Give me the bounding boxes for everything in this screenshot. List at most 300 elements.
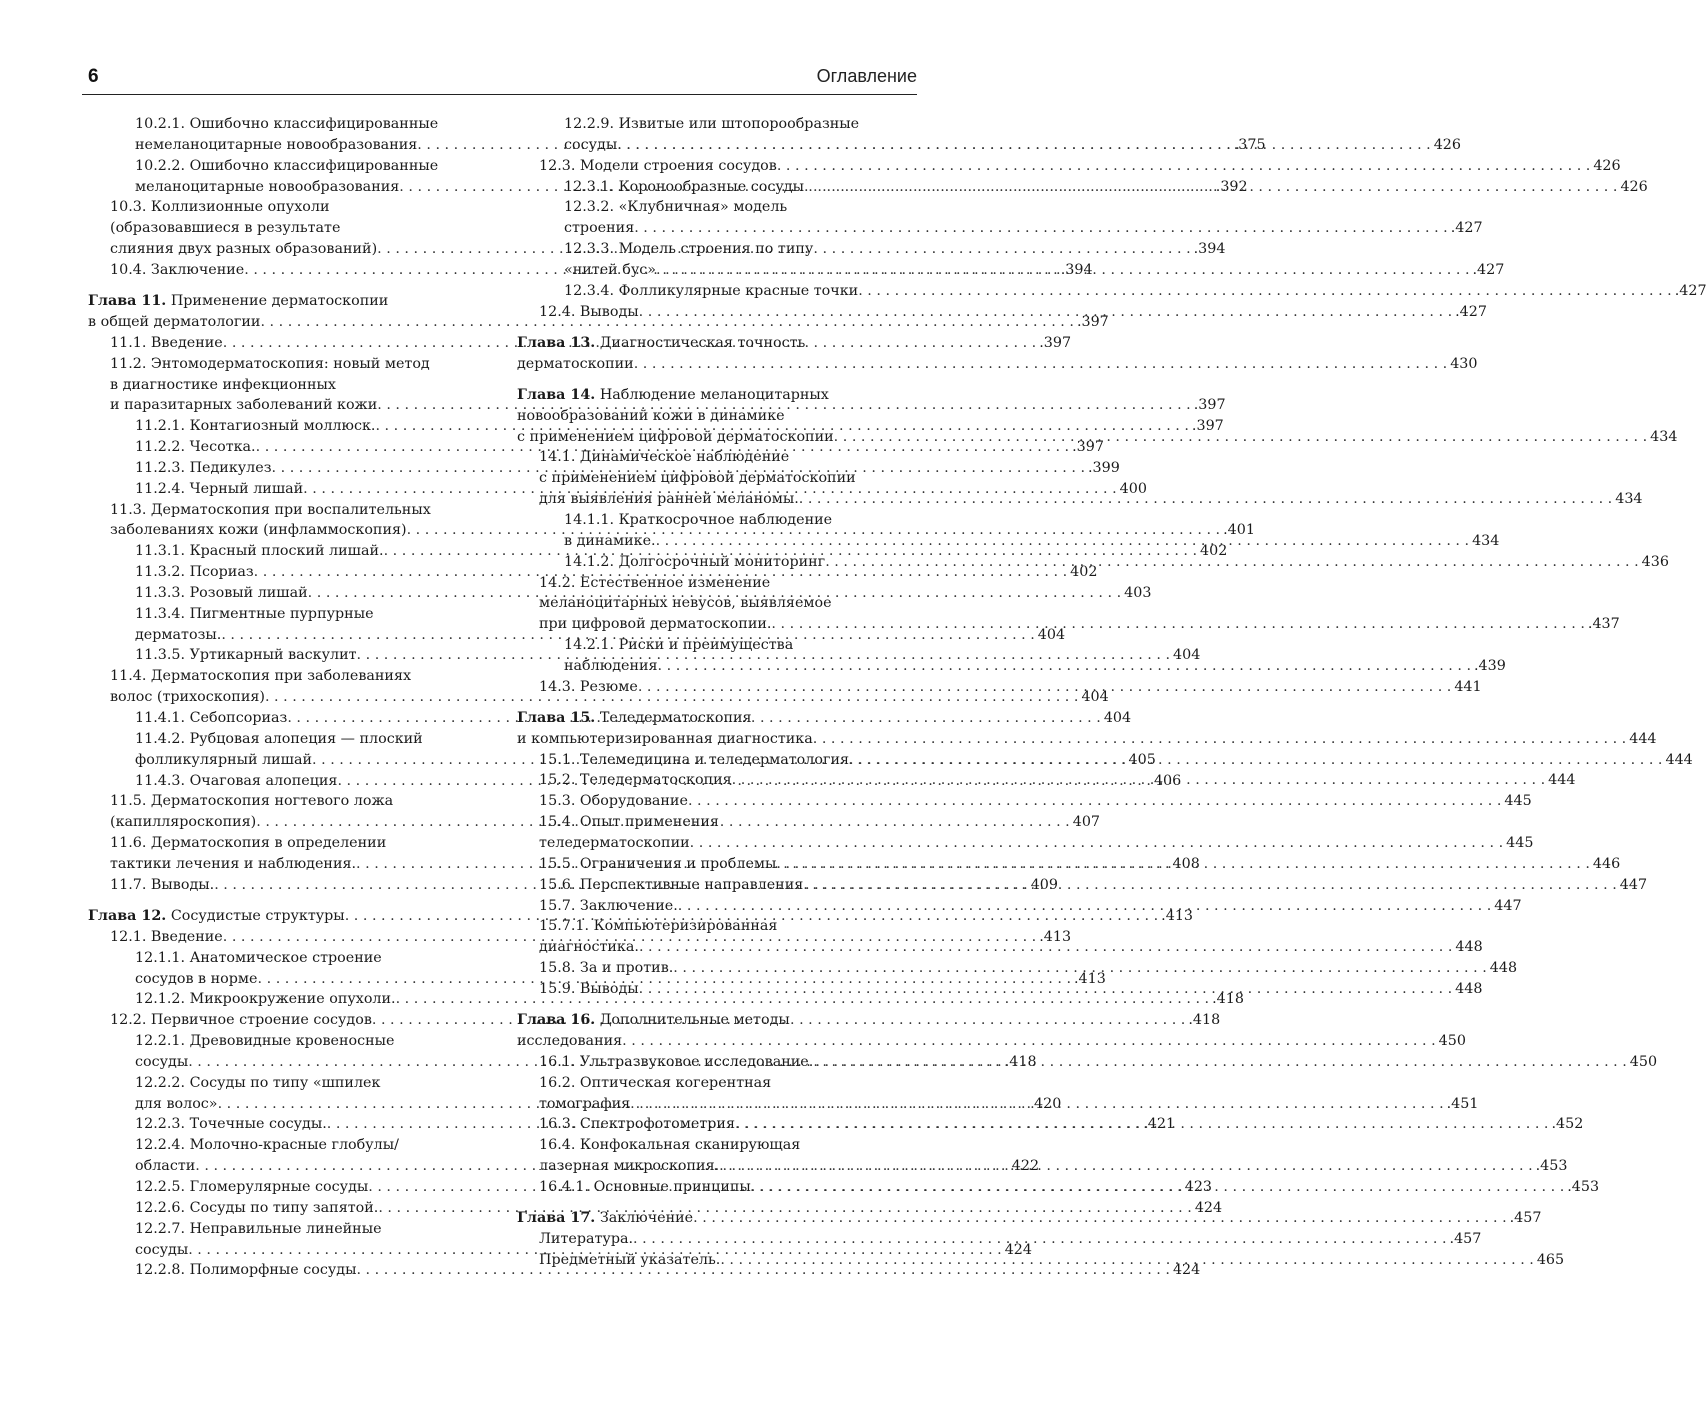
toc-entry-text	[539, 1073, 771, 1094]
toc-entry-text	[564, 177, 804, 198]
toc-entry-text	[88, 291, 388, 312]
toc-entry-title: в динамике.	[564, 532, 656, 549]
toc-entry	[517, 1073, 917, 1094]
toc-entry-title: 12.2.5. Гломерулярные сосуды	[135, 1178, 369, 1195]
dot-leader	[804, 177, 1617, 198]
toc-entry-text	[135, 1094, 218, 1115]
running-title: Оглавление	[816, 66, 917, 86]
toc-entry	[88, 791, 487, 812]
toc-entry	[88, 218, 487, 239]
toc-page-number: .421	[1143, 1116, 1176, 1133]
toc-page-number: .413	[1161, 908, 1194, 924]
toc-entry-text	[539, 1250, 720, 1271]
toc-entry-title: с применением цифровой дерматоскопии	[539, 470, 856, 487]
toc-page-number: 402	[1200, 543, 1228, 560]
toc-entry-text	[564, 135, 617, 156]
toc-entry-title: и паразитарных заболеваний кожи	[110, 397, 378, 414]
toc-entry-title: 11.7. Выводы.	[110, 876, 215, 893]
toc-page-number: .413	[1039, 928, 1072, 945]
toc-page-number: .427	[1472, 261, 1505, 278]
toc-entry-text	[517, 729, 813, 750]
dot-leader	[673, 958, 1486, 979]
toc-entry-title: слияния двух разных образований)	[110, 241, 378, 258]
toc-entry-text	[135, 989, 396, 1010]
toc-entry-title: 16.1. Ультразвуковое исследование.	[539, 1053, 814, 1070]
toc-page-number: .394	[1060, 261, 1093, 278]
toc-entry-title: 16.4. Конфокальная сканирующая	[539, 1137, 801, 1154]
toc-entry	[517, 1135, 917, 1156]
toc-entry-text	[135, 625, 221, 646]
toc-entry-text	[539, 979, 639, 1000]
toc-entry-text	[564, 218, 634, 239]
toc-entry-title: в общей дерматологии	[88, 313, 261, 330]
toc-entry-text	[135, 562, 254, 583]
dot-leader	[622, 1031, 1435, 1052]
toc-page-number: 450	[1438, 1033, 1466, 1049]
toc-entry-text	[517, 333, 805, 354]
toc-entry	[517, 489, 1643, 510]
toc-entry-title: заболеваниях кожи (инфламмоскопия)	[110, 522, 407, 539]
chapter-label: Глава 13.	[517, 334, 596, 351]
toc-page-number: 424	[1172, 1262, 1201, 1279]
toc-entry-title: 14.1.2. Долгосрочный мониторинг	[564, 553, 826, 570]
toc-entry	[517, 406, 917, 427]
toc-entry-title: 16.3. Спектрофотометрия	[539, 1116, 735, 1133]
toc-entry	[517, 1031, 1466, 1052]
toc-page-number: 447	[1494, 897, 1522, 914]
toc-entry-text	[135, 1135, 399, 1156]
toc-page-number: 450	[1629, 1053, 1658, 1070]
toc-entry-title: 16.2. Оптическая когерентная	[539, 1074, 772, 1091]
toc-entry-title: Заключение	[599, 1210, 694, 1227]
toc-entry-title: 11.3.5. Уртикарный васкулит	[135, 647, 357, 664]
toc-entry-text	[135, 114, 438, 135]
toc-page-number: .375	[1233, 136, 1266, 153]
toc-page-number: .399	[1088, 459, 1120, 476]
toc-entry-text	[539, 677, 638, 698]
toc-entry	[517, 218, 1483, 239]
toc-page-number: 447	[1619, 876, 1648, 893]
toc-entry-title: 14.1.1. Краткосрочное наблюдение	[564, 511, 833, 528]
toc-entry-title: 12.2.9. Извитые или штопорообразные	[564, 116, 860, 132]
toc-entry-title: 10.2.1. Ошибочно классифицированные	[135, 116, 439, 132]
dot-leader	[639, 937, 1452, 958]
toc-entry-text	[564, 197, 787, 218]
toc-entry-text	[110, 333, 223, 354]
toc-entry	[88, 1219, 487, 1240]
toc-entry-text	[110, 875, 214, 896]
toc-entry-text	[110, 197, 330, 218]
toc-entry-text	[564, 281, 858, 302]
toc-entry-text	[110, 666, 411, 687]
toc-entry-text	[539, 770, 732, 791]
toc-page-number: .397	[1191, 418, 1224, 435]
toc-page-number: .427	[1455, 303, 1487, 320]
toc-entry-title: 12.2.2. Сосуды по типу «шпилек	[135, 1074, 381, 1091]
toc-entry	[517, 114, 917, 135]
toc-entry-text	[135, 708, 287, 729]
toc-entry-text	[517, 354, 634, 375]
toc-entry-title: 12.2.6. Сосуды по типу запятой.	[135, 1199, 379, 1216]
toc-entry-title: 15.1. Телемедицина и теледерматология	[539, 751, 849, 768]
dot-leader	[634, 354, 1447, 375]
dot-leader	[777, 156, 1590, 177]
toc-entry	[88, 197, 487, 218]
toc-entry-text	[517, 385, 829, 406]
toc-entry-title: 12.2. Первичное строение сосудов	[110, 1012, 372, 1029]
toc-entry-title: строения	[564, 220, 635, 237]
toc-entry-title: 14.2.1. Риски и преимущества	[564, 637, 794, 654]
toc-entry-text	[539, 1177, 751, 1198]
toc-page-number: 408	[1172, 855, 1200, 872]
dot-leader	[735, 1114, 1548, 1135]
toc-entry-text	[539, 1094, 630, 1115]
toc-entry-title: 11.3. Дерматоскопия при воспалительных	[110, 501, 431, 518]
toc-entry-text	[135, 177, 399, 198]
toc-page-number: .397	[1076, 313, 1109, 330]
toc-entry-title: 12.3.1. Коронообразные сосуды	[564, 178, 804, 195]
toc-entry-title: 10.3. Коллизионные опухоли	[110, 199, 330, 216]
toc-entry	[517, 656, 1506, 677]
toc-entry	[88, 604, 487, 625]
toc-entry-title: 11.1. Введение	[110, 334, 223, 351]
toc-page-number: .453	[1535, 1158, 1568, 1175]
toc-entry-title: 11.3.4. Пигментные пурпурные	[135, 605, 374, 622]
toc-page-number: 422	[1011, 1158, 1040, 1175]
section-gap	[517, 322, 917, 332]
toc-entry-title: 11.5. Дерматоскопия ногтевого ложа	[110, 793, 394, 810]
toc-entry-title: Предметный указатель.	[539, 1251, 721, 1268]
toc-entry-text	[135, 1156, 195, 1177]
toc-entry-title: сосуды	[564, 136, 618, 153]
toc-entry-title: и компьютеризированная диагностика	[517, 730, 813, 747]
toc-entry-title: 12.2.3. Точечные сосуды.	[135, 1116, 327, 1133]
toc-entry-text	[539, 1229, 633, 1250]
toc-page-number: 434	[1472, 532, 1500, 549]
toc-entry-text	[135, 541, 384, 562]
toc-entry-text	[539, 854, 776, 875]
toc-entry	[88, 1260, 1201, 1281]
toc-entry-text	[110, 239, 377, 260]
toc-entry	[88, 1135, 487, 1156]
toc-entry-text	[110, 500, 431, 521]
toc-entry-title: 12.2.7. Неправильные линейные	[135, 1220, 382, 1237]
toc-entry-title: 12.2.4. Молочно-красные глобулы/	[135, 1137, 399, 1154]
toc-entry-title: 12.3. Модели строения сосудов	[539, 157, 777, 174]
toc-entry	[88, 729, 487, 750]
toc-entry-title: 11.3.3. Розовый лишай	[135, 584, 308, 601]
section-gap	[517, 375, 917, 385]
toc-entry	[517, 916, 917, 937]
toc-entry-title: 11.2. Энтомодерматоскопия: новый метод	[110, 355, 430, 372]
toc-entry-text	[564, 635, 793, 656]
toc-entry-text	[539, 1052, 813, 1073]
toc-entry-title: «нитей бус»	[564, 261, 657, 278]
toc-entry	[88, 989, 1244, 1010]
toc-entry	[517, 937, 1483, 958]
toc-entry-title: 12.2.8. Полиморфные сосуды	[135, 1262, 357, 1279]
toc-page-number: 445	[1506, 835, 1534, 852]
toc-entry-text	[564, 656, 658, 677]
toc-entry-title: Литература.	[539, 1230, 634, 1247]
toc-entry-title: 11.3.1. Красный плоский лишай.	[135, 543, 384, 560]
chapter-label: Глава 12.	[88, 908, 167, 924]
toc-page-number: 405	[1128, 751, 1156, 768]
section-gap	[517, 698, 917, 708]
toc-page-number: 445	[1504, 793, 1532, 810]
toc-entry-text	[110, 260, 244, 281]
toc-entry-title: в диагностике инфекционных	[110, 376, 336, 393]
section-gap	[517, 1000, 917, 1010]
toc-entry-text	[135, 583, 308, 604]
toc-entry-title: 12.3.3. Модель строения по типу	[564, 241, 814, 258]
toc-page-number: 426	[1620, 178, 1648, 195]
toc-entry-title: Теледерматоскопия	[599, 709, 752, 726]
toc-entry-title: меланоцитарных невусов, выявляемое	[539, 595, 832, 612]
toc-page-number: .418	[1188, 1012, 1221, 1029]
toc-page-number: 430	[1450, 355, 1478, 372]
toc-page-number: .451	[1446, 1095, 1479, 1112]
toc-entry-title: сосуды	[135, 1053, 189, 1070]
dot-leader	[803, 875, 1616, 896]
toc-entry-text	[110, 375, 336, 396]
toc-entry-title: 11.2.2. Чесотка.	[135, 439, 256, 456]
toc-page-number: .457	[1509, 1210, 1542, 1227]
dot-leader	[732, 770, 1545, 791]
toc-entry	[88, 375, 487, 396]
toc-entry-text	[539, 156, 777, 177]
toc-page-number: .427	[1674, 282, 1707, 299]
toc-entry-text	[110, 218, 340, 239]
toc-entry-text	[517, 427, 834, 448]
toc-page-number: .397	[1039, 334, 1072, 351]
toc-entry-text	[539, 302, 639, 323]
toc-entry	[88, 1073, 487, 1094]
toc-entry-title: 12.1.2. Микроокружение опухоли.	[135, 991, 396, 1008]
toc-page-number: 448	[1489, 960, 1518, 977]
toc-entry-text	[110, 1010, 372, 1031]
toc-entry	[88, 156, 487, 177]
toc-entry-title: Дополнительные методы	[599, 1012, 790, 1029]
toc-entry-text	[135, 156, 438, 177]
toc-entry-title: 15.8. За и против.	[539, 960, 674, 977]
toc-entry	[517, 791, 1532, 812]
dot-leader	[688, 791, 1501, 812]
toc-page-number: 465	[1536, 1251, 1565, 1268]
toc-entry-title: для выявления ранней меланомы.	[539, 491, 799, 508]
toc-page-number: .413	[1074, 970, 1106, 987]
toc-entry	[88, 833, 487, 854]
toc-entry-title: теледерматоскопии	[539, 835, 690, 852]
toc-entry-title: Наблюдение меланоцитарных	[599, 386, 829, 403]
dot-leader	[849, 750, 1662, 771]
toc-entry-title: 15.5. Ограничения и проблемы	[539, 855, 777, 872]
toc-page-number: 404	[1103, 710, 1132, 727]
toc-entry-title: 12.1.1. Анатомическое строение	[135, 949, 382, 966]
toc-entry-text	[88, 906, 345, 927]
toc-page-number: .437	[1587, 616, 1620, 633]
toc-entry-text	[135, 135, 417, 156]
dot-leader	[656, 260, 1469, 281]
toc-chapter-entry	[517, 708, 917, 729]
toc-chapter-entry	[88, 291, 487, 312]
toc-entry-text	[539, 593, 832, 614]
toc-entry-text	[517, 1031, 622, 1052]
dot-leader	[633, 1229, 1446, 1250]
toc-entry-text	[110, 927, 223, 948]
toc-entry-title: немеланоцитарные новообразования	[135, 136, 418, 153]
toc-entry-title: диагностика.	[539, 939, 639, 956]
toc-entry-text	[135, 479, 303, 500]
toc-entry	[517, 510, 917, 531]
dot-leader	[858, 281, 1671, 302]
toc-entry-text	[135, 416, 375, 437]
toc-chapter-entry	[517, 1208, 1542, 1229]
toc-entry	[88, 312, 1109, 333]
toc-entry-text	[135, 645, 357, 666]
toc-page-number: 424	[1194, 1199, 1223, 1216]
toc-entry-text	[110, 791, 393, 812]
dot-leader	[656, 531, 1469, 552]
toc-chapter-entry	[517, 1010, 917, 1031]
page-number: 6	[88, 66, 99, 87]
toc-page-number: 434	[1615, 491, 1643, 508]
toc-entry-text	[539, 875, 803, 896]
toc-entry-text	[110, 354, 430, 375]
toc-entry-title: 11.4.1. Себопсориаз	[135, 710, 288, 727]
toc-entry-text	[135, 1260, 356, 1281]
toc-entry	[88, 948, 487, 969]
chapter-label: Глава 14.	[517, 386, 596, 403]
toc-entry-title: (капилляроскопия)	[110, 814, 257, 831]
toc-entry	[517, 729, 1657, 750]
toc-entry	[517, 573, 917, 594]
toc-page-number: 402	[1070, 564, 1098, 581]
toc-entry-title: 10.2.2. Ошибочно классифицированные	[135, 157, 439, 174]
toc-page-number: 441	[1454, 678, 1482, 695]
toc-page-number: 444	[1629, 730, 1657, 747]
toc-entry-text	[539, 791, 688, 812]
toc-entry-title: при цифровой дерматоскопии.	[539, 616, 772, 633]
toc-entry-title: 11.4.2. Рубцовая алопеция — плоский	[135, 730, 423, 747]
toc-page-number: .418	[1212, 991, 1244, 1008]
toc-entry-title: (образовавшиеся в результате	[110, 220, 341, 237]
toc-entry-text	[564, 510, 832, 531]
toc-entry-text	[539, 958, 673, 979]
toc-entry-title: 15.9. Выводы	[539, 980, 639, 997]
toc-entry-text	[517, 1208, 693, 1229]
toc-entry-title: Применение дерматоскопии	[170, 293, 389, 310]
dot-leader	[639, 302, 1452, 323]
toc-page-number: 403	[1124, 584, 1152, 601]
toc-entry-title: с применением цифровой дерматоскопии	[517, 428, 834, 445]
toc-entry-title: 15.4. Опыт применения	[539, 814, 719, 831]
dot-leader	[751, 1177, 1564, 1198]
toc-entry-title: 16.4.1. Основные принципы	[539, 1178, 751, 1195]
toc-page-number: .401	[1223, 522, 1255, 539]
toc-page-number: .439	[1474, 657, 1506, 674]
toc-entry-text	[135, 1073, 380, 1094]
toc-entry-title: 12.3.2. «Клубничная» модель	[564, 199, 788, 216]
toc-page-number: 407	[1072, 814, 1101, 831]
toc-page-number: .453	[1567, 1178, 1600, 1195]
toc-entry-text	[539, 812, 719, 833]
toc-page-number: 448	[1455, 939, 1483, 956]
dot-leader	[719, 1156, 1532, 1177]
dot-leader	[771, 614, 1584, 635]
toc-entry-text	[110, 833, 386, 854]
dot-leader	[639, 979, 1452, 1000]
toc-entry-text	[539, 468, 856, 489]
toc-entry-text	[110, 854, 356, 875]
toc-entry-text	[135, 729, 423, 750]
section-gap	[517, 1198, 917, 1208]
toc-entry-text	[539, 1135, 800, 1156]
toc-entry-text	[517, 708, 752, 729]
toc-entry-text	[135, 969, 258, 990]
toc-entry-title: 12.3.4. Фолликулярные красные точки	[564, 282, 859, 299]
toc-entry-text	[539, 1156, 719, 1177]
toc-entry-title: сосуды	[135, 1241, 189, 1258]
toc-entry-text	[564, 260, 656, 281]
toc-entry-title: Диагностическая точность	[599, 334, 806, 351]
toc-entry-title: 10.4. Заключение	[110, 261, 245, 278]
toc-entry	[517, 447, 917, 468]
toc-entry-title: 15.6. Перспективные направления	[539, 876, 804, 893]
toc-entry-text	[135, 458, 272, 479]
dot-leader	[813, 729, 1626, 750]
toc-entry-text	[564, 531, 656, 552]
toc-entry-text	[88, 312, 260, 333]
toc-page-number: 400	[1119, 480, 1147, 497]
toc-entry	[517, 635, 917, 656]
toc-entry-title: волос (трихоскопия)	[110, 689, 265, 706]
toc-page-number: .418	[1004, 1053, 1037, 1070]
toc-entry-text	[517, 1010, 790, 1031]
toc-entry-text	[110, 520, 407, 541]
toc-entry-title: 11.4. Дерматоскопия при заболеваниях	[110, 668, 412, 685]
toc-page-number: 424	[1004, 1241, 1032, 1258]
toc-entry-title: 12.4. Выводы	[539, 303, 639, 320]
toc-entry-title: тактики лечения и наблюдения.	[110, 855, 357, 872]
toc-entry-text	[135, 604, 374, 625]
page-header	[82, 64, 917, 95]
dot-leader	[834, 427, 1647, 448]
toc-entry	[88, 687, 1109, 708]
toc-entry-title: 11.2.4. Черный лишай	[135, 480, 304, 497]
toc-entry-text	[539, 447, 789, 468]
toc-entry-text	[135, 1177, 368, 1198]
toc-page-number: 448	[1455, 980, 1483, 997]
toc-entry-text	[135, 1198, 378, 1219]
toc-entry	[517, 593, 917, 614]
toc-page-number: 426	[1593, 157, 1621, 174]
toc-entry-text	[110, 395, 377, 416]
toc-entry-text	[135, 1219, 382, 1240]
section-gap	[88, 896, 487, 906]
toc-entry	[517, 833, 1534, 854]
toc-entry-title: наблюдения	[564, 657, 658, 674]
toc-entry-text	[135, 437, 256, 458]
toc-page-number: 444	[1548, 772, 1576, 789]
dot-leader	[693, 1208, 1506, 1229]
toc-entry	[517, 197, 917, 218]
dot-leader	[617, 135, 1430, 156]
dot-leader	[658, 656, 1471, 677]
toc-page-number: 444	[1665, 751, 1693, 768]
toc-entry-title: дерматозы.	[135, 626, 222, 643]
toc-entry-title: 15.3. Оборудование	[539, 793, 688, 810]
